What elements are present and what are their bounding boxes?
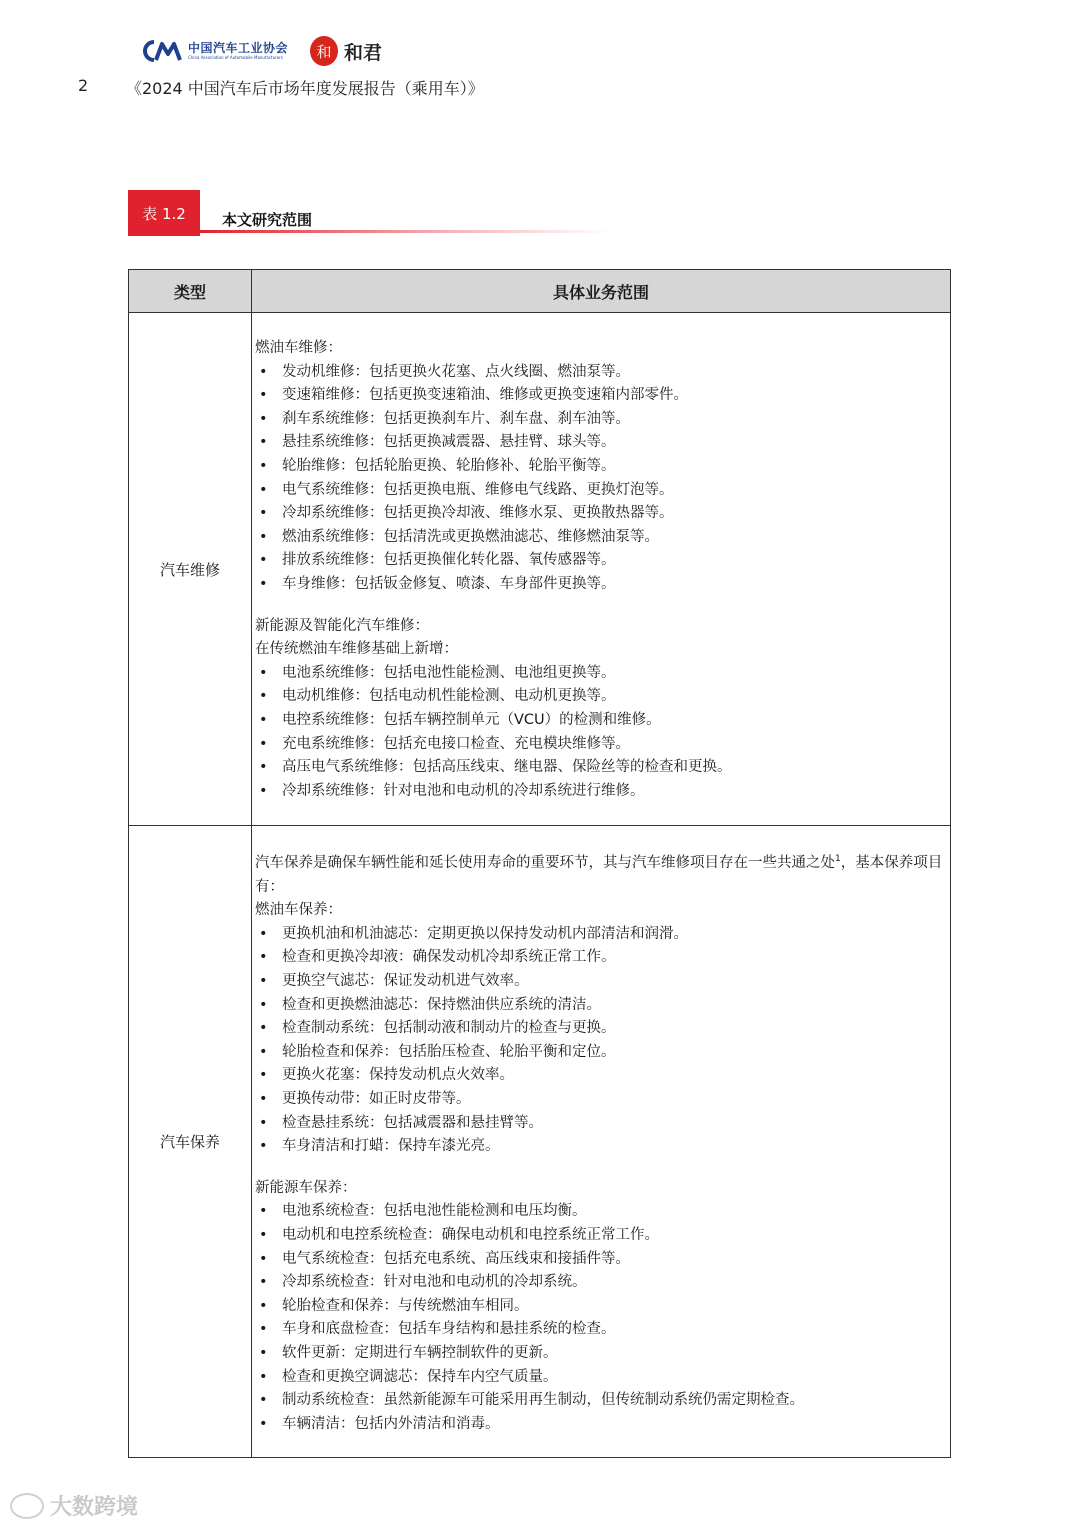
caption-tag: 表 1.2 <box>128 190 200 236</box>
list-item: • 更换传动带：如正时皮带等。 <box>255 1088 946 1112</box>
group-heading: 燃油车保养： <box>255 902 342 919</box>
list-item: • 检查制动系统：包括制动液和制动片的检查与更换。 <box>255 1017 946 1041</box>
table-row <box>129 826 951 1458</box>
bullet-list <box>255 1200 946 1436</box>
list-item: • 电池系统检查：包括电池性能检测和电压均衡。 <box>255 1200 946 1224</box>
list-item: • 冷却系统维修：针对电池和电动机的冷却系统进行维修。 <box>255 780 946 804</box>
list-item: • 充电系统维修：包括充电接口检查、充电模块维修等。 <box>255 733 946 757</box>
header-scope: 具体业务范围 <box>252 270 951 313</box>
list-item: • 轮胎检查和保养：包括胎压检查、轮胎平衡和定位。 <box>255 1041 946 1065</box>
list-item: • 电池系统维修：包括电池性能检测、电池组更换等。 <box>255 662 946 686</box>
list-item: • 发动机维修：包括更换火花塞、点火线圈、燃油泵等。 <box>255 361 946 385</box>
list-item: • 车身和底盘检查：包括车身结构和悬挂系统的检查。 <box>255 1318 946 1342</box>
list-item: • 检查和更换冷却液：确保发动机冷却系统正常工作。 <box>255 946 946 970</box>
caption-title: 本文研究范围 <box>222 211 313 229</box>
table-caption <box>128 190 608 242</box>
group-subheading: 在传统燃油车维修基础上新增： <box>255 641 458 658</box>
list-item: • 电动机维修：包括电动机性能检测、电动机更换等。 <box>255 685 946 709</box>
intro-end: ，基本保养项目有： <box>255 855 943 895</box>
list-item: • 检查悬挂系统：包括减震器和悬挂臂等。 <box>255 1112 946 1136</box>
list-item: • 更换火花塞：保持发动机点火效率。 <box>255 1064 946 1088</box>
list-item: • 软件更新：定期进行车辆控制软件的更新。 <box>255 1342 946 1366</box>
list-item: • 检查和更换空调滤芯：保持车内空气质量。 <box>255 1366 946 1390</box>
intro-text <box>255 848 946 899</box>
report-title: 《2024 中国汽车后市场年度发展报告（乘用车）》 <box>126 79 484 98</box>
group-spacer <box>255 597 946 615</box>
list-item: • 车辆清洁：包括内外清洁和消毒。 <box>255 1413 946 1437</box>
group-heading: 燃油车维修： <box>255 340 342 356</box>
list-item: • 更换空气滤芯：保证发动机进气效率。 <box>255 970 946 994</box>
list-item: • 更换机油和机油滤芯：定期更换以保持发动机内部清洁和润滑。 <box>255 923 946 947</box>
page-number: 2 <box>78 76 89 95</box>
table-header-row <box>129 270 951 313</box>
list-item: • 检查和更换燃油滤芯：保持燃油供应系统的清洁。 <box>255 994 946 1018</box>
list-item: • 刹车系统维修：包括更换刹车片、刹车盘、刹车油等。 <box>255 408 946 432</box>
bullet-list <box>255 662 946 804</box>
caam-logo-icon <box>140 39 184 63</box>
bullet-list <box>255 361 946 597</box>
type-cell: 汽车保养 <box>129 826 252 1458</box>
list-item: • 冷却系统检查：针对电池和电动机的冷却系统。 <box>255 1271 946 1295</box>
header-logos <box>140 36 382 66</box>
bullet-list <box>255 923 946 1159</box>
table-row <box>129 313 951 826</box>
group-heading: 新能源及智能化汽车维修： <box>255 617 429 634</box>
group-heading: 新能源车保养： <box>255 1179 357 1196</box>
list-item: • 高压电气系统维修：包括高压线束、继电器、保险丝等的检查和更换。 <box>255 756 946 780</box>
caption-underline <box>200 230 610 233</box>
watermark-text: 大数跨境 <box>50 1495 139 1520</box>
list-item: • 燃油系统维修：包括清洗或更换燃油滤芯、维修燃油泵等。 <box>255 526 946 550</box>
list-item: • 变速箱维修：包括更换变速箱油、维修或更换变速箱内部零件。 <box>255 384 946 408</box>
caam-logo-en: China Association of Automobile Manufacturers <box>188 55 283 60</box>
list-item: • 电气系统检查：包括充电系统、高压线束和接插件等。 <box>255 1248 946 1272</box>
hejun-logo-text: 和君 <box>344 41 383 64</box>
list-item: • 冷却系统维修：包括更换冷却液、维修水泵、更换散热器等。 <box>255 502 946 526</box>
type-cell: 汽车维修 <box>129 313 252 826</box>
list-item: • 轮胎维修：包括轮胎更换、轮胎修补、轮胎平衡等。 <box>255 455 946 479</box>
list-item: • 排放系统维修：包括更换催化转化器、氧传感器等。 <box>255 549 946 573</box>
list-item: • 电气系统维修：包括更换电瓶、维修电气线路、更换灯泡等。 <box>255 479 946 503</box>
watermark <box>10 1490 138 1521</box>
scope-cell <box>252 826 951 1458</box>
scope-cell <box>252 313 951 826</box>
list-item: • 车身清洁和打蜡：保持车漆光亮。 <box>255 1135 946 1159</box>
hejun-seal-icon: 和 <box>310 36 338 66</box>
scope-table <box>128 269 951 1458</box>
header-type: 类型 <box>129 270 252 313</box>
list-item: • 悬挂系统维修：包括更换减震器、悬挂臂、球头等。 <box>255 431 946 455</box>
footnote-marker: 1 <box>835 854 841 865</box>
list-item: • 车身维修：包括钣金修复、喷漆、车身部件更换等。 <box>255 573 946 597</box>
intro-main: 汽车保养是确保车辆性能和延长使用寿命的重要环节，其与汽车维修项目存在一些共通之处 <box>255 855 835 872</box>
list-item: • 制动系统检查：虽然新能源车可能采用再生制动，但传统制动系统仍需定期检查。 <box>255 1389 946 1413</box>
caam-logo-cn: 中国汽车工业协会 <box>188 41 289 55</box>
list-item: • 电动机和电控系统检查：确保电动机和电控系统正常工作。 <box>255 1224 946 1248</box>
hejun-logo <box>310 36 382 66</box>
watermark-icon <box>10 1493 44 1519</box>
group-spacer <box>255 1159 946 1177</box>
list-item: • 电控系统维修：包括车辆控制单元（VCU）的检测和维修。 <box>255 709 946 733</box>
caam-logo <box>140 39 288 63</box>
list-item: • 轮胎检查和保养：与传统燃油车相同。 <box>255 1295 946 1319</box>
